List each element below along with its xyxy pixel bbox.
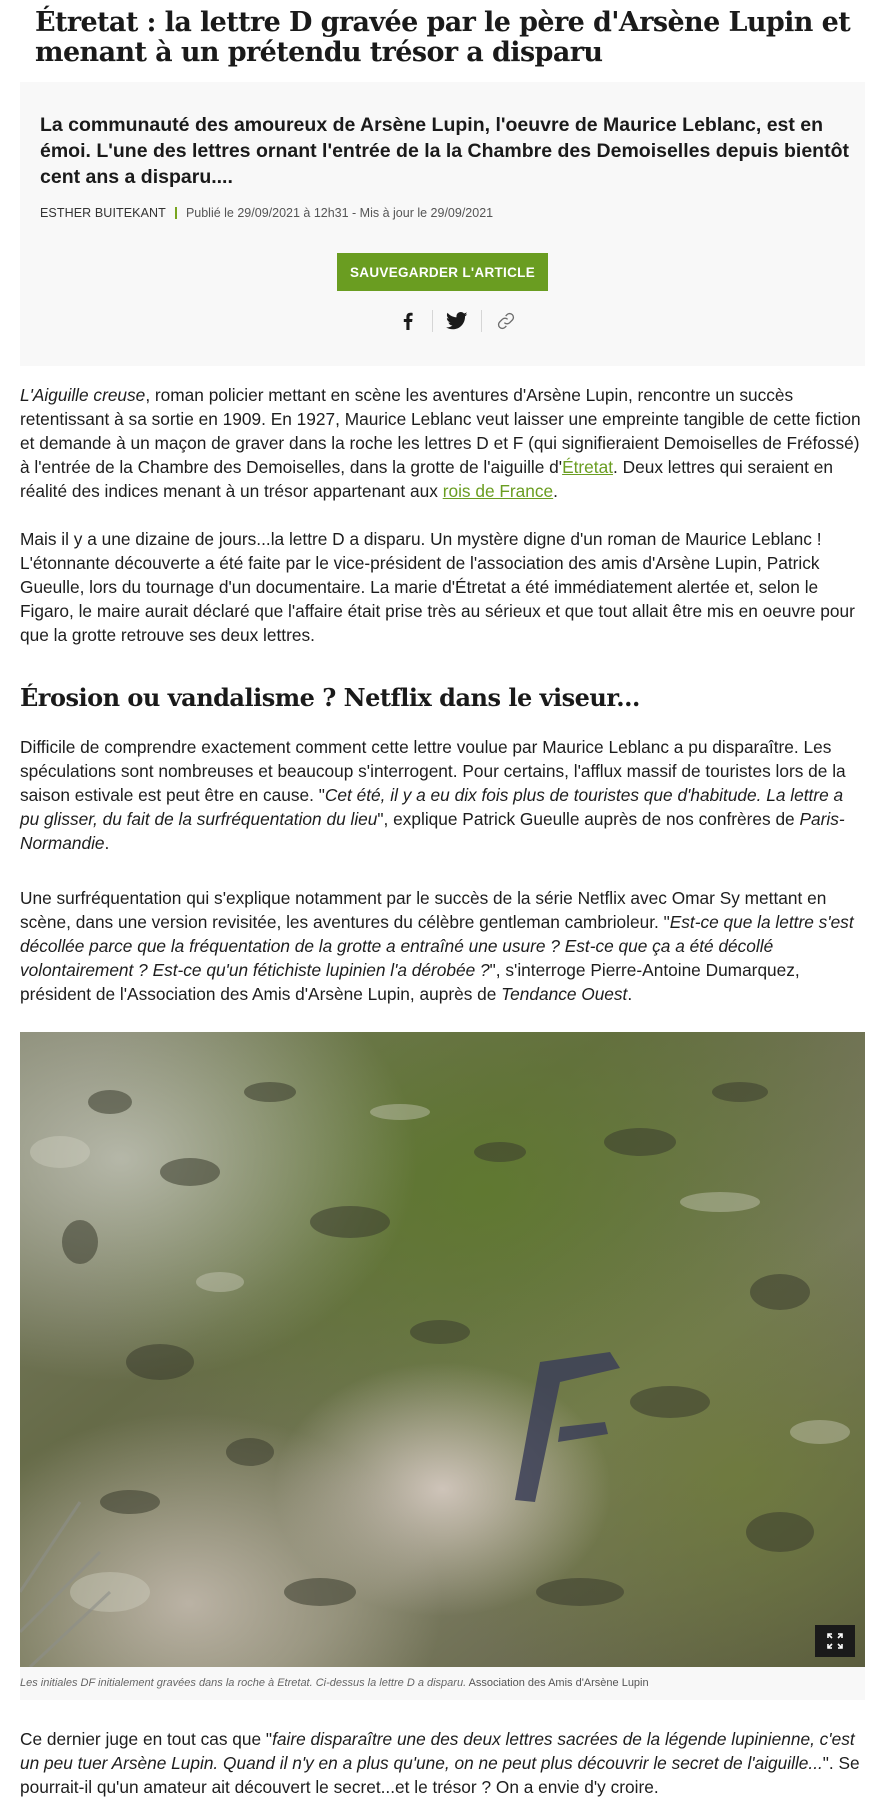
- article-chapo: La communauté des amoureux de Arsène Lupin, l'oeuvre de Maurice Leblanc, est en émoi. L'une des lettres ornant l'entrée de la la Chambre des Demoiselles depuis bientôt cent ans a disparu....: [40, 114, 849, 188]
- quote: faire disparaître une des deux lettres sacrées de la légende lupinienne, c'est un peu tuer Arsène Lupin. Quand il n'y en a plus qu'une, on ne peut plus découvrir le secret de l'aiguille...: [20, 1729, 855, 1773]
- photo-credit: Association des Amis d'Arsène Lupin: [468, 1677, 649, 1689]
- article: [20, 0, 865, 1797]
- article-figure: [20, 1032, 865, 1700]
- link-icon[interactable]: [482, 308, 530, 334]
- photo-caption: [20, 1677, 649, 1689]
- expand-image-button[interactable]: [815, 1625, 855, 1657]
- article-title: Étretat : la lettre D gravée par le père d'Arsène Lupin et menant à un prétendu trésor a disparu: [35, 7, 851, 68]
- quote: Est-ce que la lettre s'est décollée parce que la fréquentation de la grotte a entraîné une usure ? Est-ce que ça a été décollé volontairement ? Est-ce qu'un fétichiste lupinien l'a dérobée ?: [20, 912, 854, 980]
- source-name: Paris-Normandie: [20, 809, 845, 853]
- share-bar: [384, 308, 530, 334]
- expand-icon: [827, 1633, 843, 1649]
- paragraph: Difficile de comprendre exactement comment cette lettre voulue par Maurice Leblanc a pu disparaître. Les spéculations sont nombreuses et beaucoup s'interrogent. Pour certains, l'afflux massif de touristes lors de la saison estivale est peut être en cause. "Cet été, il y a eu dix fois plus de touristes que d'habitude. La lettre a pu glisser, du fait de la surfréquentation du lieu", explique Patrick Gueulle auprès de nos confrères de Paris-Normandie.: [20, 737, 846, 853]
- paragraph: Ce dernier juge en tout cas que "faire disparaître une des deux lettres sacrées de la légende lupinienne, c'est un peu tuer Arsène Lupin. Quand il n'y en a plus qu'une, on ne peut plus découvrir le secret de l'aiguille...". Se pourrait-il qu'un amateur ait découvert le secret...et le trésor ? On a envie d'y croire.: [20, 1729, 860, 1797]
- paragraph: Mais il y a une dizaine de jours...la lettre D a disparu. Un mystère digne d'un roman de Maurice Leblanc ! L'étonnante découverte a été faite par le vice-président de l'association des amis d'Arsène Lupin, Patrick Gueulle, lors du tournage d'un documentaire. La marie d'Étretat a été immédiatement alertée et, selon le Figaro, le maire aurait déclaré que l'affaire était prise très au sérieux et que tout allait être mis en oeuvre pour que la grotte retrouve ses deux lettres.: [20, 529, 855, 645]
- link-etretat[interactable]: Étretat: [562, 457, 614, 477]
- section-subhead: Érosion ou vandalisme ? Netflix dans le viseur...: [20, 683, 640, 712]
- facebook-icon[interactable]: [384, 308, 432, 334]
- quote: Cet été, il y a eu dix fois plus de touristes que d'habitude. La lettre a pu glisser, du fait de la surfréquentation du lieu: [20, 785, 844, 829]
- byline-divider: [175, 207, 177, 219]
- source-name: Tendance Ouest: [501, 984, 628, 1004]
- save-article-button[interactable]: SAUVEGARDER L'ARTICLE: [337, 253, 548, 291]
- article-photo[interactable]: [20, 1032, 865, 1667]
- paragraph: L'Aiguille creuse, roman policier mettant en scène les aventures d'Arsène Lupin, rencontre un succès retentissant à sa sortie en 1909. En 1927, Maurice Leblanc veut laisser une empreinte tangible de cette fiction et demande à un maçon de graver dans la roche les lettres D et F (qui signifieraient Demoiselles de Fréfossé) à l'entrée de la Chambre des Demoiselles, dans la grotte de l'aiguille d'Étretat. Deux lettres qui seraient en réalité des indices menant à un trésor appartenant aux rois de France.: [20, 385, 861, 501]
- byline: [40, 206, 493, 220]
- paragraph: Une surfréquentation qui s'explique notamment par le succès de la série Netflix avec Omar Sy mettant en scène, dans une version revisitée, les aventures du célèbre gentleman cambrioleur. "Est-ce que la lettre s'est décollée parce que la fréquentation de la grotte a entraîné une usure ? Est-ce que ça a été décollé volontairement ? Est-ce qu'un fétichiste lupinien l'a dérobée ?", s'interroge Pierre-Antoine Dumarquez, président de l'Association des Amis d'Arsène Lupin, auprès de Tendance Ouest.: [20, 888, 854, 1004]
- publish-date: Publié le 29/09/2021 à 12h31 - Mis à jour le 29/09/2021: [185, 206, 494, 220]
- caption-text: Les initiales DF initialement gravées dans la roche à Etretat. Ci-dessus la lettre D a disparu.: [20, 1677, 467, 1689]
- rock-photo: [20, 1032, 865, 1667]
- author-name[interactable]: ESTHER BUITEKANT: [40, 206, 166, 220]
- link-rois-de-france[interactable]: rois de France: [442, 481, 554, 501]
- article-header-box: [20, 82, 865, 366]
- twitter-icon[interactable]: [433, 308, 481, 334]
- book-title: L'Aiguille creuse: [20, 385, 146, 405]
